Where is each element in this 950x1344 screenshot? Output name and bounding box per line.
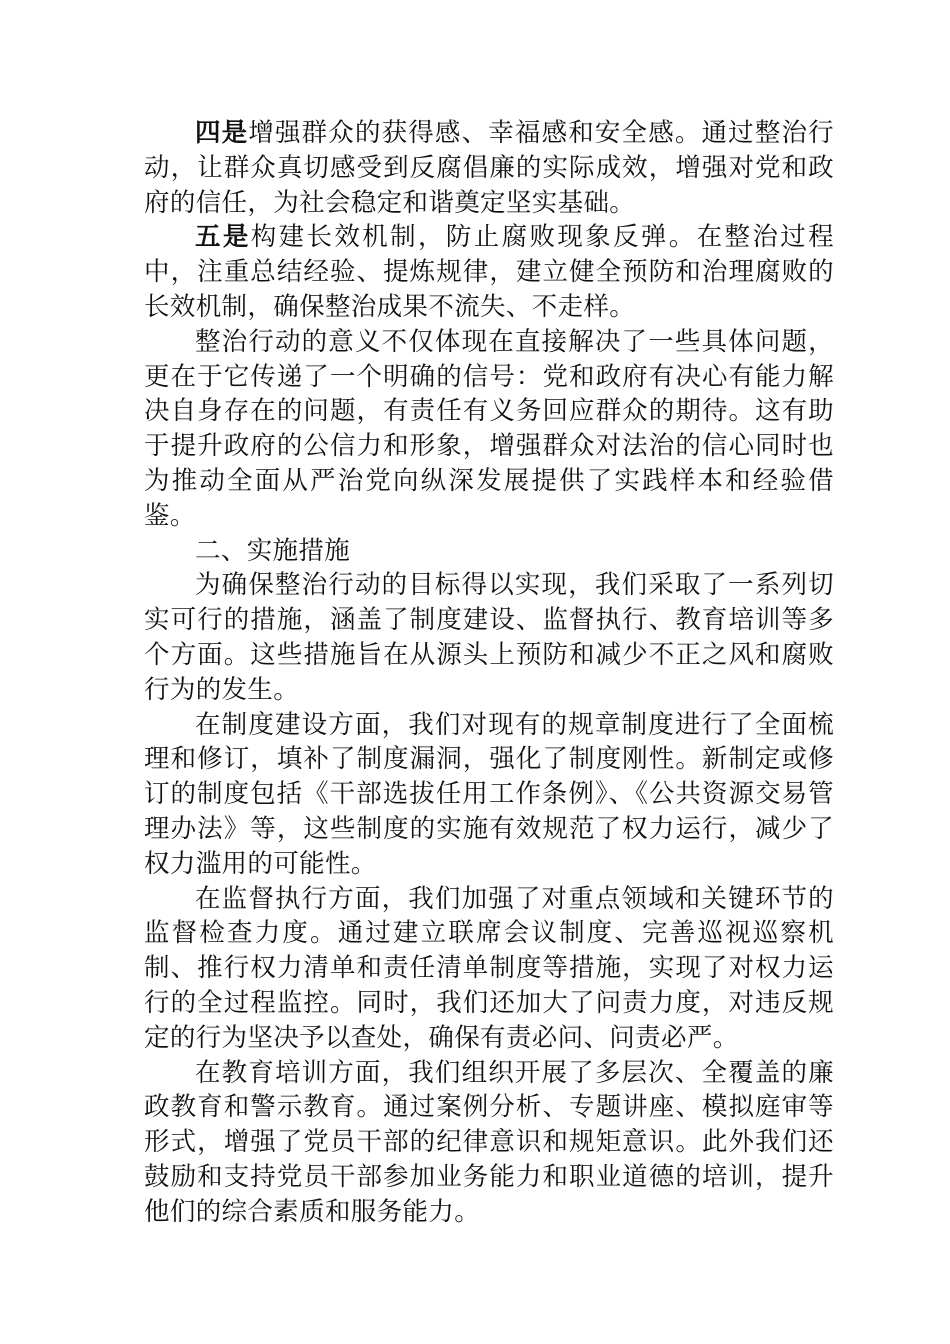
paragraph-text: 构建长效机制，防止腐败现象反弹。在整治过程中，注重总结经验、提炼规律，建立健全预防和治理腐败的长效机制，确保整治成果不流失、不走样。 [144,222,834,322]
paragraph-education-training: 在教育培训方面，我们组织开展了多层次、全覆盖的廉政教育和警示教育。通过案例分析、专题讲座、模拟庭审等形式，增强了党员干部的纪律意识和规矩意识。此外我们还鼓励和支持党员干部参加业务能力和职业道德的培训，提升他们的综合素质和服务能力。 [144,1057,834,1227]
paragraph-text: 整治行动的意义不仅体现在直接解决了一些具体问题，更在于它传递了一个明确的信号：党和政府有决心有能力解决自身存在的问题，有责任有义务回应群众的期待。这有助于提升政府的公信力和形象，增强群众对法治的信心同时也为推动全面从严治党向纵深发展提供了实践样本和经验借鉴。 [144,326,834,531]
paragraph-lead: 四是 [195,118,249,148]
paragraph-five [144,220,834,324]
paragraph-supervision: 在监督执行方面，我们加强了对重点领域和关键环节的监督检查力度。通过建立联席会议制度、完善巡视巡察机制、推行权力清单和责任清单制度等措施，实现了对权力运行的全过程监控。同时，我们还加大了问责力度，对违反规定的行为坚决予以查处，确保有责必问、问责必严。 [144,883,834,1053]
paragraph-institution-building: 在制度建设方面，我们对现有的规章制度进行了全面梳理和修订，填补了制度漏洞，强化了制度刚性。新制定或修订的制度包括《干部选拔任用工作条例》、《公共资源交易管理办法》等，这些制度的实施有效规范了权力运行，减少了权力滥用的可能性。 [144,709,834,879]
paragraph-measures-intro: 为确保整治行动的目标得以实现，我们采取了一系列切实可行的措施，涵盖了制度建设、监督执行、教育培训等多个方面。这些措施旨在从源头上预防和减少不正之风和腐败行为的发生。 [144,570,834,705]
section-heading: 二、实施措施 [195,535,351,566]
paragraph-text: 增强群众的获得感、幸福感和安全感。通过整治行动，让群众真切感受到反腐倡廉的实际成效，增强对党和政府的信任，为社会稳定和谐奠定坚实基础。 [144,118,835,218]
paragraph-four [144,116,834,220]
paragraph-lead: 五是 [195,222,251,253]
paragraph-significance [144,325,834,534]
document-body [144,116,834,1230]
